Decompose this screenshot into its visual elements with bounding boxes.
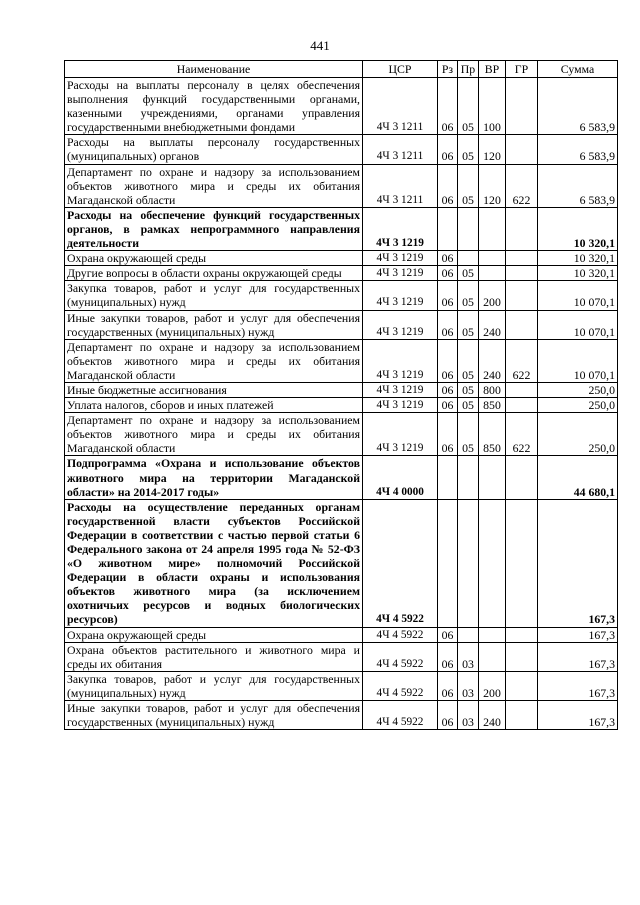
table-row (65, 266, 618, 281)
header-gr: ГР (506, 61, 538, 78)
row-name: Закупка товаров, работ и услуг для государственных (муниципальных) нужд (65, 281, 363, 310)
table-row (65, 456, 618, 499)
header-vr: ВР (479, 61, 506, 78)
row-rz: 06 (438, 413, 458, 456)
row-sum: 6 583,9 (538, 78, 618, 135)
row-csr: 4Ч 4 0000 (363, 456, 438, 499)
row-name: Другие вопросы в области охраны окружающей среды (65, 266, 363, 281)
row-vr (479, 456, 506, 499)
row-sum: 10 070,1 (538, 281, 618, 310)
row-pr: 05 (458, 413, 479, 456)
row-rz: 06 (438, 135, 458, 164)
row-csr: 4Ч 4 5922 (363, 671, 438, 700)
table-row (65, 499, 618, 627)
row-csr: 4Ч 4 5922 (363, 627, 438, 642)
table-row (65, 78, 618, 135)
row-gr (506, 382, 538, 397)
row-sum: 167,3 (538, 642, 618, 671)
row-sum: 6 583,9 (538, 164, 618, 207)
row-csr: 4Ч 3 1219 (363, 266, 438, 281)
header-csr: ЦСР (363, 61, 438, 78)
row-vr (479, 207, 506, 250)
row-vr (479, 266, 506, 281)
row-rz (438, 499, 458, 627)
row-gr (506, 642, 538, 671)
row-sum: 250,0 (538, 413, 618, 456)
row-sum: 167,3 (538, 701, 618, 730)
row-name: Департамент по охране и надзору за использованием объектов животного мира и среды их обитания Магаданской области (65, 164, 363, 207)
row-sum: 44 680,1 (538, 456, 618, 499)
row-rz (438, 456, 458, 499)
row-name: Подпрограмма «Охрана и использование объектов животного мира на территории Магаданской области» на 2014-2017 годы» (65, 456, 363, 499)
table-row (65, 413, 618, 456)
row-sum: 250,0 (538, 382, 618, 397)
row-gr (506, 266, 538, 281)
table-row (65, 627, 618, 642)
row-pr (458, 499, 479, 627)
row-sum: 10 070,1 (538, 310, 618, 339)
row-vr: 240 (479, 339, 506, 382)
row-csr: 4Ч 3 1219 (363, 398, 438, 413)
row-rz: 06 (438, 78, 458, 135)
table-row (65, 281, 618, 310)
row-gr (506, 207, 538, 250)
table-row (65, 398, 618, 413)
row-gr (506, 135, 538, 164)
row-pr: 05 (458, 164, 479, 207)
row-pr: 05 (458, 281, 479, 310)
row-sum: 167,3 (538, 499, 618, 627)
row-vr: 800 (479, 382, 506, 397)
row-csr: 4Ч 4 5922 (363, 499, 438, 627)
row-name: Охрана окружающей среды (65, 627, 363, 642)
row-vr (479, 251, 506, 266)
row-pr: 03 (458, 701, 479, 730)
header-pr: Пр (458, 61, 479, 78)
row-name: Расходы на выплаты персоналу в целях обеспечения выполнения функций государственными органами, казенными учреждениями, органами управления государственными внебюджетными фондами (65, 78, 363, 135)
table-row (65, 382, 618, 397)
budget-table (64, 60, 618, 730)
table-row (65, 207, 618, 250)
row-pr: 03 (458, 642, 479, 671)
row-gr (506, 627, 538, 642)
row-gr (506, 78, 538, 135)
row-rz: 06 (438, 164, 458, 207)
row-pr (458, 456, 479, 499)
row-name: Расходы на осуществление переданных органам государственной власти субъектов Российской Федерации в соответствии с частью первой статьи 6 Федерального закона от 24 апреля 1995 года № 52-ФЗ «О животном мире» полномочий Российской Федерации в области охраны и использования объектов животного мира (за исключением охотничьих ресурсов и водных биологических ресурсов) (65, 499, 363, 627)
row-gr: 622 (506, 339, 538, 382)
row-csr: 4Ч 3 1219 (363, 207, 438, 250)
row-rz: 06 (438, 398, 458, 413)
table-row (65, 701, 618, 730)
row-gr: 622 (506, 413, 538, 456)
row-rz: 06 (438, 642, 458, 671)
row-vr (479, 642, 506, 671)
row-name: Закупка товаров, работ и услуг для государственных (муниципальных) нужд (65, 671, 363, 700)
page-number: 441 (310, 38, 330, 53)
row-name: Расходы на выплаты персоналу государственных (муниципальных) органов (65, 135, 363, 164)
table-body (65, 78, 618, 730)
row-csr: 4Ч 3 1219 (363, 310, 438, 339)
row-vr (479, 627, 506, 642)
row-csr: 4Ч 3 1219 (363, 382, 438, 397)
row-sum: 250,0 (538, 398, 618, 413)
row-rz: 06 (438, 266, 458, 281)
row-sum: 6 583,9 (538, 135, 618, 164)
row-pr (458, 627, 479, 642)
row-pr: 05 (458, 135, 479, 164)
row-pr (458, 251, 479, 266)
table-row (65, 164, 618, 207)
row-rz: 06 (438, 339, 458, 382)
row-sum: 10 320,1 (538, 207, 618, 250)
table-row (65, 135, 618, 164)
row-csr: 4Ч 3 1219 (363, 339, 438, 382)
row-pr: 05 (458, 398, 479, 413)
row-sum: 167,3 (538, 627, 618, 642)
row-name: Департамент по охране и надзору за использованием объектов животного мира и среды их обитания Магаданской области (65, 339, 363, 382)
row-sum: 10 320,1 (538, 266, 618, 281)
row-pr: 05 (458, 310, 479, 339)
row-gr (506, 456, 538, 499)
row-csr: 4Ч 3 1219 (363, 251, 438, 266)
row-name: Расходы на обеспечение функций государственных органов, в рамках непрограммного направления деятельности (65, 207, 363, 250)
row-sum: 10 320,1 (538, 251, 618, 266)
row-vr: 240 (479, 310, 506, 339)
row-rz: 06 (438, 251, 458, 266)
row-pr (458, 207, 479, 250)
header-name: Наименование (65, 61, 363, 78)
row-rz: 06 (438, 701, 458, 730)
row-pr: 05 (458, 266, 479, 281)
row-vr: 120 (479, 135, 506, 164)
row-csr: 4Ч 3 1211 (363, 164, 438, 207)
row-gr (506, 310, 538, 339)
row-csr: 4Ч 3 1219 (363, 281, 438, 310)
row-rz: 06 (438, 627, 458, 642)
row-csr: 4Ч 3 1211 (363, 78, 438, 135)
row-gr (506, 251, 538, 266)
row-csr: 4Ч 3 1211 (363, 135, 438, 164)
row-vr: 100 (479, 78, 506, 135)
header-row (65, 61, 618, 78)
row-gr (506, 499, 538, 627)
table-row (65, 310, 618, 339)
row-name: Охрана объектов растительного и животного мира и среды их обитания (65, 642, 363, 671)
row-name: Иные бюджетные ассигнования (65, 382, 363, 397)
table-row (65, 671, 618, 700)
row-pr: 05 (458, 339, 479, 382)
row-name: Иные закупки товаров, работ и услуг для обеспечения государственных (муниципальных) нужд (65, 310, 363, 339)
row-vr: 120 (479, 164, 506, 207)
row-vr: 850 (479, 398, 506, 413)
row-csr: 4Ч 4 5922 (363, 642, 438, 671)
row-rz: 06 (438, 281, 458, 310)
table-row (65, 339, 618, 382)
row-rz (438, 207, 458, 250)
row-pr: 05 (458, 78, 479, 135)
row-gr (506, 701, 538, 730)
header-rz: Рз (438, 61, 458, 78)
row-gr: 622 (506, 164, 538, 207)
row-name: Охрана окружающей среды (65, 251, 363, 266)
row-rz: 06 (438, 671, 458, 700)
row-name: Департамент по охране и надзору за использованием объектов животного мира и среды их обитания Магаданской области (65, 413, 363, 456)
row-gr (506, 671, 538, 700)
row-sum: 167,3 (538, 671, 618, 700)
table-row (65, 251, 618, 266)
row-rz: 06 (438, 310, 458, 339)
row-vr: 200 (479, 281, 506, 310)
table-row (65, 642, 618, 671)
row-gr (506, 281, 538, 310)
row-vr: 850 (479, 413, 506, 456)
row-rz: 06 (438, 382, 458, 397)
row-sum: 10 070,1 (538, 339, 618, 382)
row-name: Уплата налогов, сборов и иных платежей (65, 398, 363, 413)
row-vr (479, 499, 506, 627)
row-pr: 05 (458, 382, 479, 397)
row-gr (506, 398, 538, 413)
row-vr: 200 (479, 671, 506, 700)
row-name: Иные закупки товаров, работ и услуг для обеспечения государственных (муниципальных) нужд (65, 701, 363, 730)
row-pr: 03 (458, 671, 479, 700)
header-sum: Сумма (538, 61, 618, 78)
row-csr: 4Ч 3 1219 (363, 413, 438, 456)
row-csr: 4Ч 4 5922 (363, 701, 438, 730)
row-vr: 240 (479, 701, 506, 730)
